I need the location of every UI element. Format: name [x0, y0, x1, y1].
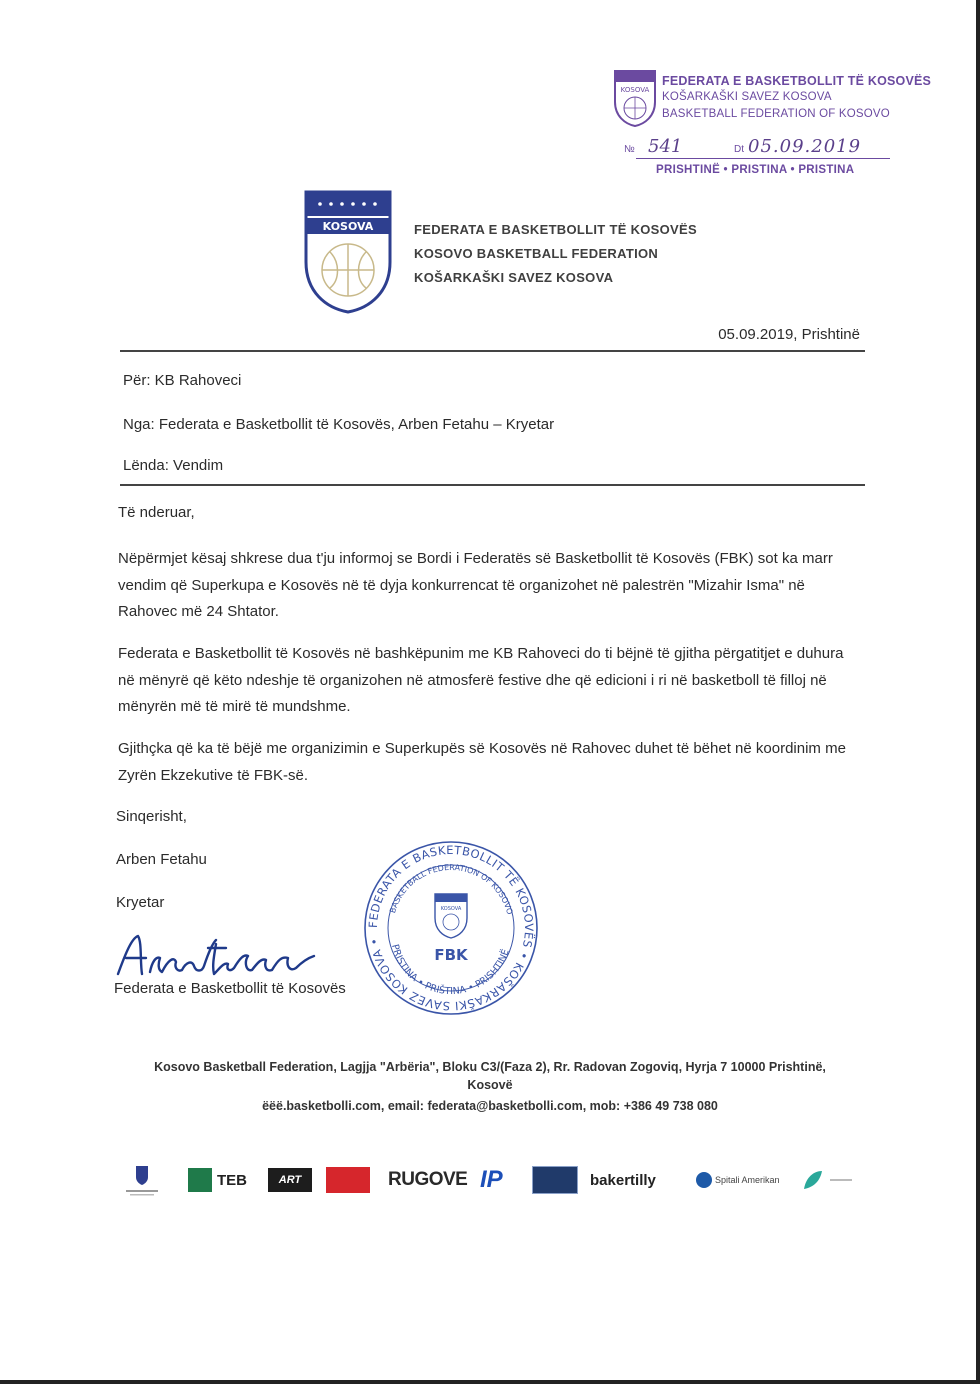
signer-title: Kryetar: [116, 894, 165, 911]
org-name-albanian: FEDERATA E BASKETBOLLIT TË KOSOVËS: [414, 222, 697, 237]
organization-names: [414, 218, 697, 290]
paragraph-2: Federata e Basketbollit të Kosovës në bashkëpunim me KB Rahoveci do ti bëjnë të gjitha përgatitjet e duhura në mënyrë që këto ndeshje të organizohen në atmosferë festive dhe që edicioni i ri në basketboll të filloj në mënyrën më të mirë të mundshme.: [118, 645, 844, 715]
stamp-underline: [636, 158, 890, 159]
signer-name: Arben Fetahu: [116, 851, 207, 868]
registry-date: 05.09.2019: [748, 136, 862, 157]
teb-icon: [188, 1168, 212, 1192]
letter-date: 05.09.2019, Prishtinë: [718, 326, 860, 343]
org-name-english: KOSOVO BASKETBALL FEDERATION: [414, 246, 659, 261]
registry-number: 541: [648, 136, 683, 157]
stamp-line-1: FEDERATA E BASKETBOLLIT TË KOSOVËS: [662, 74, 932, 88]
paragraph-3: Gjithçka që ka të bëjë me organizimin e Superkupës së Kosovës në Rahovec duhet të bëhet në koordinim me Zyrën Ekzekutive të FBK-së.: [118, 740, 846, 784]
footer-contact: ëëë.basketbolli.com, email: federata@basketbolli.com, mob: +386 49 738 080: [262, 1099, 718, 1113]
number-label: №: [624, 144, 635, 155]
sponsor-ministry-logo: [122, 1160, 164, 1200]
teb-label: TEB: [217, 1171, 247, 1189]
handwritten-signature: [112, 932, 322, 982]
seal-logo-text: KOSOVA: [440, 906, 462, 912]
org-name-serbian: KOŠARKAŠKI SAVEZ KOSOVA: [414, 270, 614, 285]
divider-bottom: [120, 484, 865, 486]
recipient-line: Për: KB Rahoveci: [123, 372, 242, 389]
rugove-label: RUGOVE: [388, 1169, 468, 1190]
divider-top: [120, 350, 865, 352]
registry-number-row: [624, 136, 890, 158]
sponsors-row: [112, 1160, 872, 1200]
seal-inner-text: BASKETBALL FEDERATION OF KOSOVO: [388, 862, 515, 916]
stamp-logo-text: KOSOVA: [620, 86, 650, 94]
leaf-icon: [800, 1167, 826, 1193]
art-label: ART: [268, 1168, 312, 1192]
stamp-city: PRISHTINË • PRISTINA • PRISTINA: [656, 164, 855, 176]
sponsor-bakertilly: [590, 1160, 682, 1200]
closing: Sinqerisht,: [116, 808, 187, 825]
seal-outer-text: FEDERATA E BASKETBOLLIT TË KOSOVËS • KOŠARKAŠKI SAVEZ KOSOVA •: [365, 842, 537, 1014]
sponsor-blue-logo: [532, 1160, 580, 1200]
footer-address-2: Kosovë: [467, 1078, 513, 1092]
signer-organization: Federata e Basketbollit të Kosovës: [114, 980, 346, 997]
sponsor-art: [268, 1160, 314, 1200]
sponsor-ip: [480, 1160, 524, 1200]
registry-stamp: [612, 66, 932, 186]
seal-bottom-text: PRISTINA • PRIŠTINA • PRISHTINË: [389, 943, 512, 998]
logo-text: KOSOVA: [322, 220, 374, 233]
leaf-brand-mark: [830, 1179, 852, 1181]
sponsor-spitali: [696, 1160, 788, 1200]
stamp-line-3: BASKETBALL FEDERATION OF KOSOVO: [662, 108, 890, 120]
blue-brand-icon: [532, 1166, 578, 1194]
sponsor-teb: [188, 1160, 258, 1200]
salutation: Të nderuar,: [118, 504, 195, 521]
footer-address-1: Kosovo Basketball Federation, Lagjja "Arbëria", Bloku C3/(Faza 2), Rr. Radovan Zogoviq, Hyrja 7 10000 Prishtinë,: [154, 1060, 826, 1074]
spitali-label: Spitali Amerikan: [715, 1175, 780, 1185]
federation-shield-icon: [612, 68, 658, 128]
subject-line: Lënda: Vendim: [123, 457, 224, 474]
paragraph-1: Nëpërmjet kësaj shkrese dua t'ju informoj se Bordi i Federatës së Basketbollit të Kosovës (FBK) sot ka marr vendim që Superkupa e Kosovës në të dyja konkurrencat të organizohet në palestrën "Mizahir Isma" në Rahovec më 24 Shtator.: [118, 550, 833, 620]
sponsor-rugove: [388, 1160, 472, 1200]
official-seal: [358, 838, 544, 1018]
seal-shield-icon: [435, 894, 467, 938]
basketball-icon: [322, 244, 374, 296]
coat-of-arms-icon: [122, 1163, 162, 1197]
sponsor-leaf-logo: [800, 1160, 854, 1200]
scan-edge-bottom: [0, 1380, 980, 1384]
spitali-icon: [696, 1172, 712, 1188]
scan-edge-right: [976, 0, 980, 1384]
sponsor-red-logo: [326, 1160, 374, 1200]
federation-logo: [302, 188, 394, 316]
sender-line: Nga: Federata e Basketbollit të Kosovës, Arben Fetahu – Kryetar: [123, 416, 555, 433]
seal-center-text: FBK: [434, 946, 468, 964]
date-label: Dt: [734, 144, 744, 155]
stamp-line-2: KOŠARKAŠKI SAVEZ KOSOVA: [662, 91, 832, 103]
red-brand-icon: [326, 1167, 370, 1193]
ip-label: IP: [480, 1166, 503, 1193]
bakertilly-label: bakertilly: [590, 1171, 656, 1189]
